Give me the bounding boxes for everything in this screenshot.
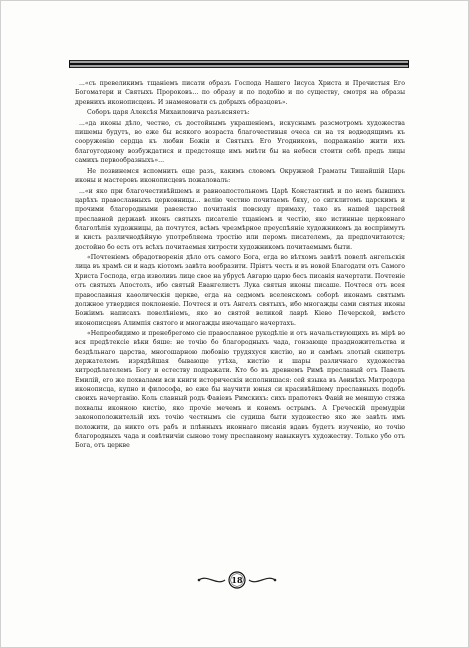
paragraph: «Почтеніемъ обрадотворенія дѣло отъ самого Бога, егда во вѣтхомъ завѣтѣ повелѣ ангельскія лица въ храмѣ си и надъ кіотомъ завѣта вообразити. Пріятъ честь и въ новой Благодати отъ Самого Христа Господа, егда изволивъ лице свое на убрусѣ Авгарю царю бесъ писанія начертати. Почтеніе отъ святыхъ Апостолъ, ибо святый Евангелистъ Лука святыя иконы писаше. Почтеся отъ всея православныя каѳолическія церкве, егда на седмомъ вселенскомъ соборѣ иконамъ святымъ должное утвердися поклоненіе. Почтеся и отъ Ангелъ святыхъ, ибо многажды сами святыя иконы Божіимъ написахъ повелѣніемъ, яко во святой великой лаврѣ Кіево Печерской, вмѣсто иконописцевъ Алимпія святого и многажды иночащаго начертахъ. <box>75 254 405 327</box>
body-text <box>75 79 405 452</box>
paragraph: Соборъ царя Алексѣя Михаиловича разъясняетъ: <box>87 109 250 117</box>
paragraph: Не позвинемся вспомнить еще разъ, какимъ словомъ Окружной Граматы Тишайшій Царь иконы и мастеровъ иконописцевъ пожаловалъ: <box>75 167 405 184</box>
paragraph: «Непреобидимо и пренебрегомо сіе православное рукодѣліе и отъ начальствующихъ въ мірѣ во вся предѣтексіе вѣки бяше: не точію бо благородныхъ чада, гонзающе праздножительства и бездѣльнаго царства, многошарною любовію трудяхуся кистію, но и самѣмъ злотый скипетръ держателемъ изрядѣйшая бывающе утѣха, кистію и шары различнаго художества хитродѣлателемъ Богу и естеству подражати. Кто бо въ древнемъ Римѣ пресланый отъ Павелъ Емилій, его же похвалами вси книги историческія исполнишася: сей языка въ Аѳинѣхъ Митродора иконописца, купно и философа, во еже бы научити юныя си красивѣйшему преславныхъ подобъ своихъ начертанію. Коль славный родъ Фавіевъ Римскихъ: сихъ прапотекъ Фавій не меншую стяжа похвалы иконною кистію, яко прочіе мечемъ и конемъ острымъ. А Греческій премудріи законоположительій ихъ точію честнымъ сіе судиша быти художество яко же завѣть имъ положити, да никто отъ рабъ и плѣнныхъ иконнаго писанія вдавъ будетъ изученію, но точію благородныхъ чада и совѣтничіи сыново тому преславному навыкнутъ художеству. Только убо отъ Бога, отъ церкве <box>75 330 405 450</box>
paragraph: ...«съ превеликимъ тщаніемъ писати образъ Господа Нашего Іисуса Христа и Пречистыя Его Богоматери и Святыхъ Пророковъ... по образу и по подобію и по существу, смотря на образы древнихъ иконописцевъ. И знаменовати съ добрыхъ образцовъ». <box>75 80 405 106</box>
page-number: 18 <box>231 575 243 585</box>
top-ornamental-rule <box>69 59 409 69</box>
paragraph: ...«да иконы дѣло, честно, съ достойнымъ украшеніемъ, искуснымъ разсмотромъ художества пишемы будутъ, во еже бы всякого возраста благочестивыя очеса си на тя водводящимъ къ сооруженію сердца къ любви Божіи и Святыхъ Его Угодниковъ, подражанію жити ихъ благоугодному возбуждатися и предстояще имъ мнѣти бы на небеси стоити себѣ предъ лицы самихъ первообразныхъ»... <box>75 119 405 165</box>
paragraph: ...«и яко при благочестивѣйшемъ и равноапостольномъ Царѣ Константинѣ и по немъ бывшихъ царѣхъ православныхъ церковницы... велію честию почитаемъ бяху, со сигклитомъ царскимъ и прочими благородными равенство почитанія повсюду примаху, тако въ нашей царствей преславной державѣ иконъ святыхъ писателіе тщаніемъ и честію, яко истинные церковнаго благолѣпія художницы, да почтутся, всѣмъ чрезмѣрное преуспѣяніе художникомъ да воспріимутъ и кисть различнодѣйную употребляема тростію или перомъ писателемъ, да предпочитаются; достойно бо есть отъ всѣхъ почитаемыя хитрости художникомъ почитаемымъ быти. <box>75 187 405 251</box>
